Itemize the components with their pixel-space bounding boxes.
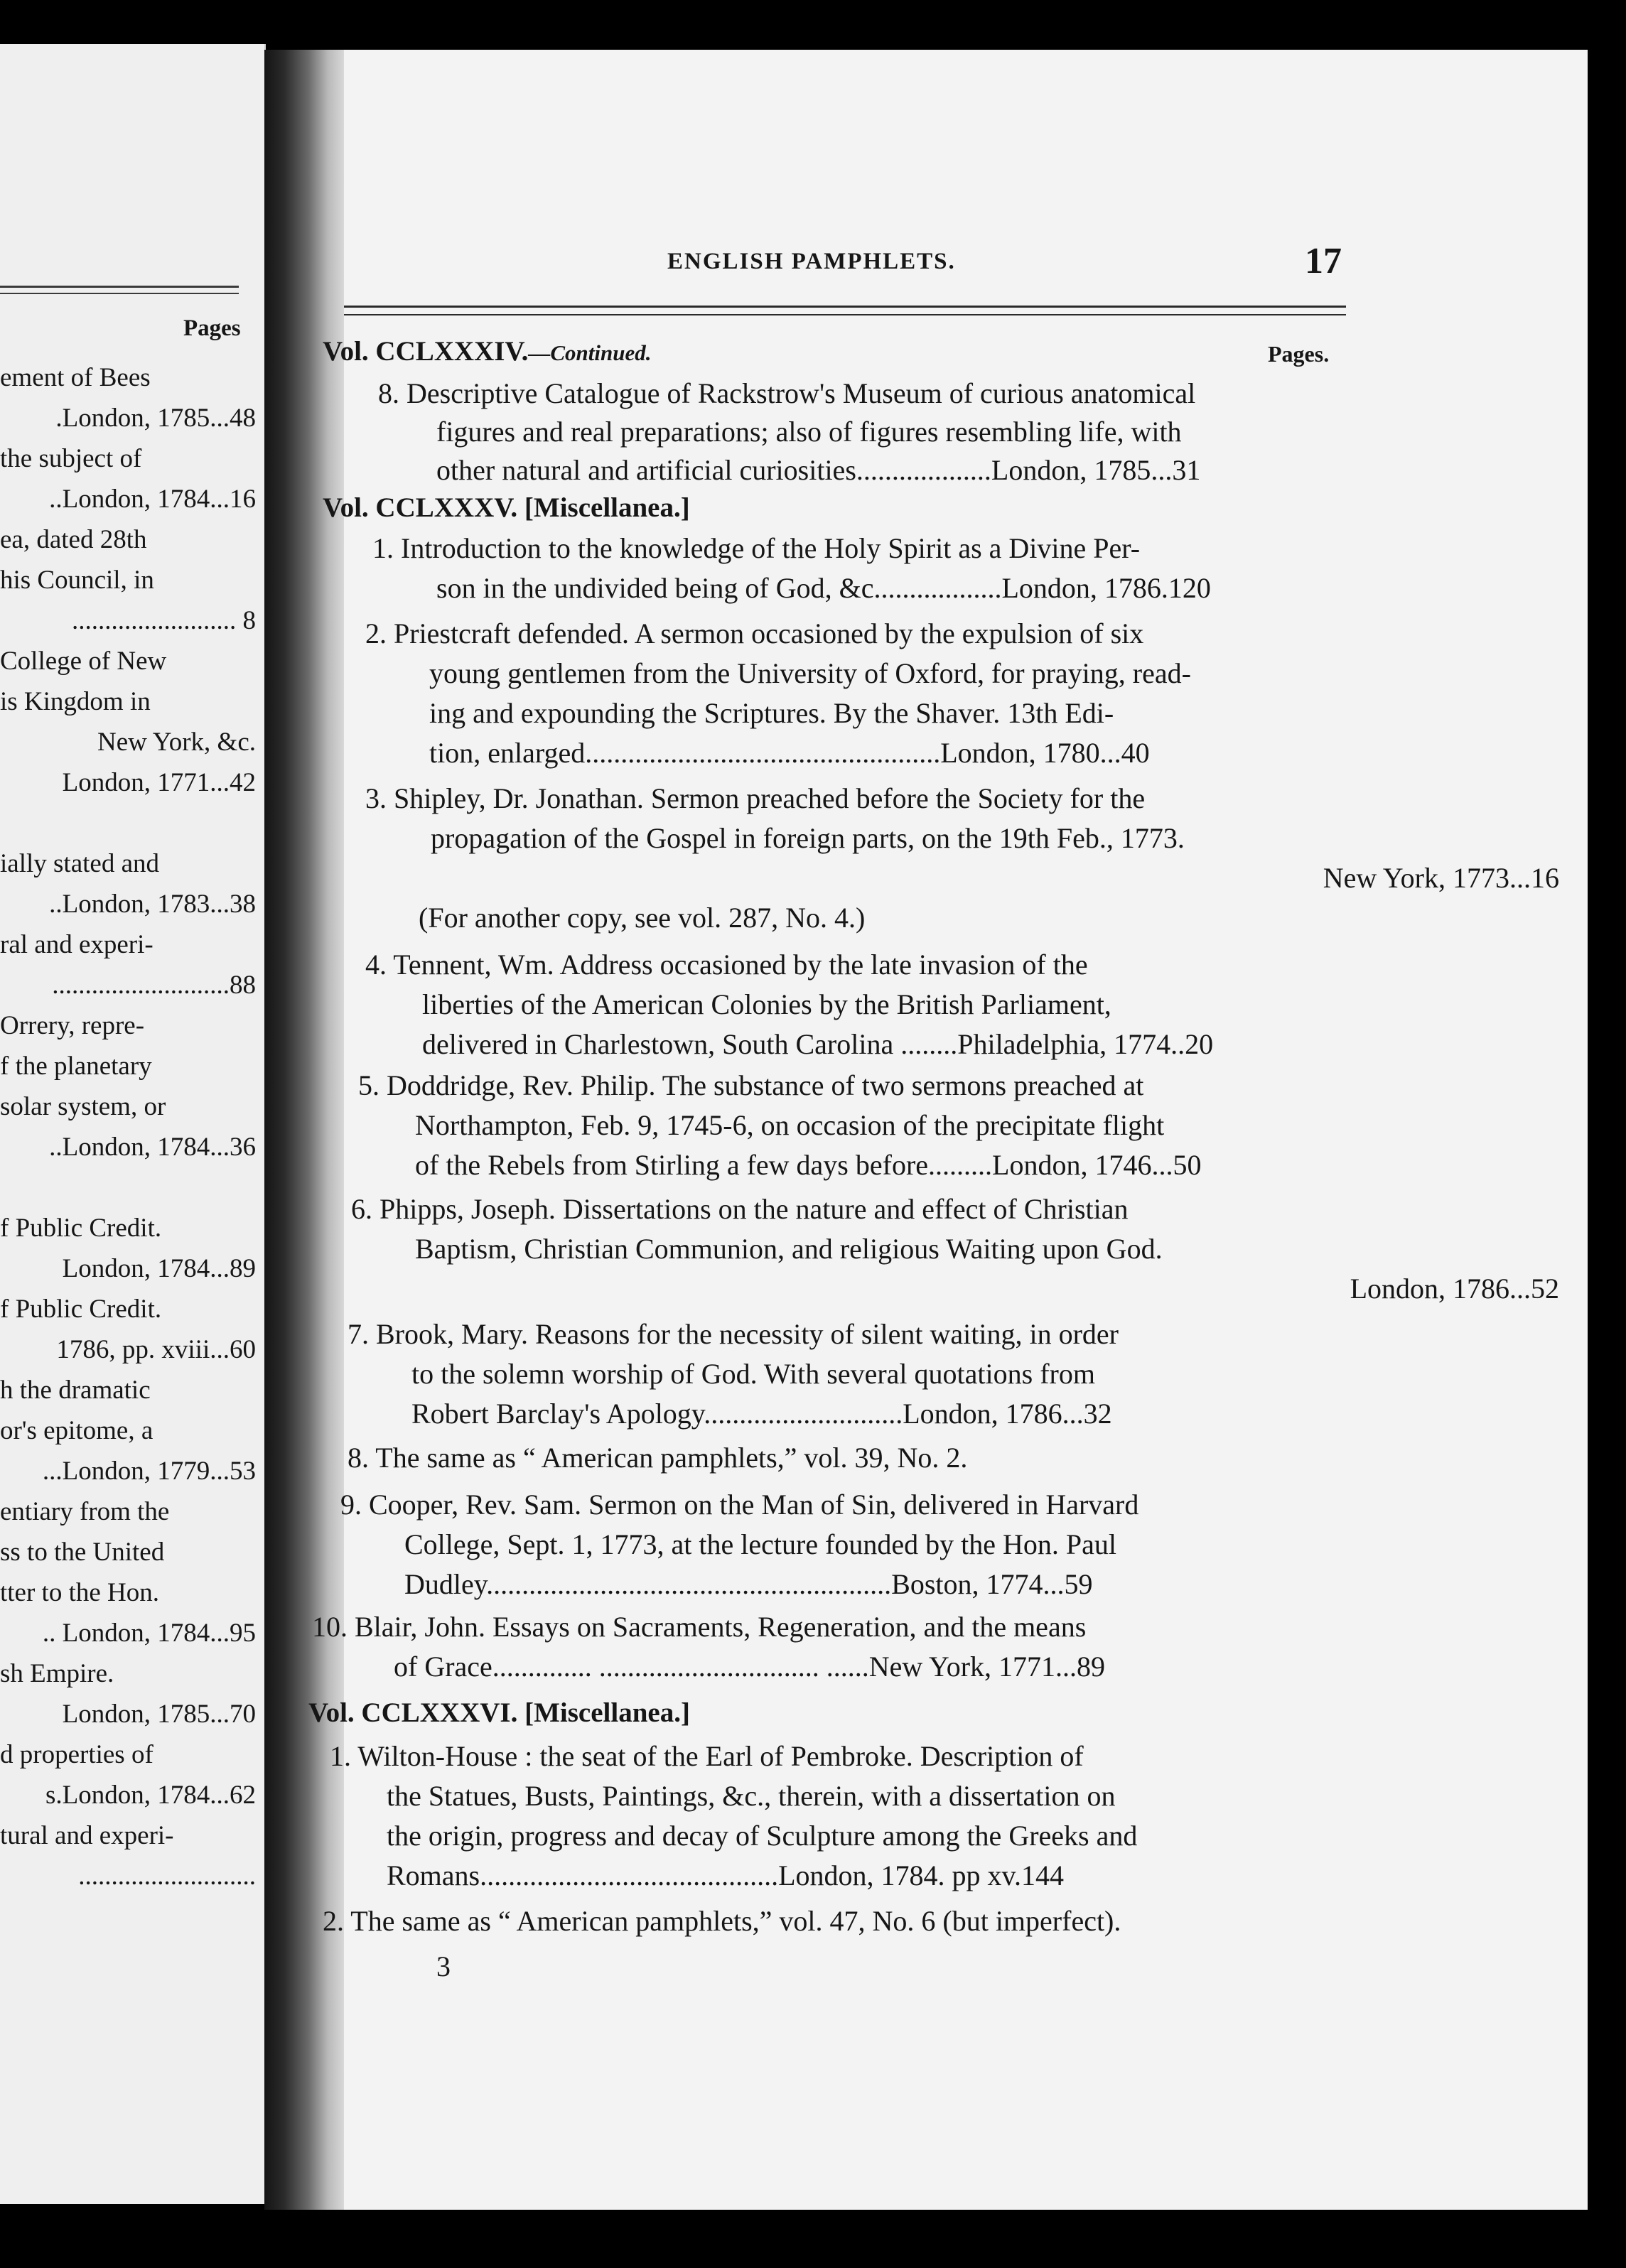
left-page-line: f Public Credit. — [0, 1214, 162, 1243]
running-head: ENGLISH PAMPHLETS. — [667, 249, 956, 274]
entry-285-7-line: to the solemn worship of God. With several quotations from — [411, 1358, 1095, 1390]
entry-284-8-line: other natural and artificial curiosities...................London, 1785...31 — [436, 454, 1201, 486]
entry-285-5-line: 5. Doddridge, Rev. Philip. The substance of two sermons preached at — [358, 1069, 1144, 1101]
entry-286-1-line: Romans..........................................London, 1784. pp xv.144 — [387, 1859, 1064, 1891]
entry-285-5-line: Northampton, Feb. 9, 1745-6, on occasion of the precipitate flight — [415, 1109, 1165, 1141]
entry-284-8-line: 8. Descriptive Catalogue of Rackstrow's Museum of curious anatomical — [378, 377, 1196, 409]
left-page-line: ..London, 1784...36 — [49, 1133, 256, 1162]
entry-285-10-line: 10. Blair, John. Essays on Sacraments, Regeneration, and the means — [312, 1611, 1087, 1643]
vol-284-title: Vol. CCLXXXIV. — [323, 336, 529, 367]
entry-285-9-line: 9. Cooper, Rev. Sam. Sermon on the Man of Sin, delivered in Harvard — [340, 1489, 1139, 1521]
left-page-line: London, 1771...42 — [62, 768, 256, 797]
page-number: 17 — [1305, 241, 1342, 281]
left-page-line: ........................... — [78, 1862, 256, 1891]
entry-285-2-line: 2. Priestcraft defended. A sermon occasioned by the expulsion of six — [365, 617, 1144, 649]
entry-285-7-line: Robert Barclay's Apology............................London, 1786...32 — [411, 1398, 1112, 1430]
left-page-line: College of New — [0, 647, 167, 676]
left-page-line: ement of Bees — [0, 363, 151, 392]
left-page-line: s.London, 1784...62 — [45, 1781, 256, 1810]
entry-285-8-line: 8. The same as “ American pamphlets,” vol. 39, No. 2. — [348, 1442, 968, 1474]
left-facing-page — [0, 44, 266, 2204]
entry-285-4-line: liberties of the American Colonies by the British Parliament, — [422, 988, 1111, 1020]
entry-284-8-line: figures and real preparations; also of figures resembling life, with — [436, 416, 1182, 448]
entry-285-2-line: young gentlemen from the University of Oxford, for praying, read- — [429, 657, 1191, 689]
pages-label: Pages. — [1268, 341, 1330, 367]
entry-285-4-line: delivered in Charlestown, South Carolina ........Philadelphia, 1774..20 — [422, 1028, 1214, 1060]
entry-285-3-line: propagation of the Gospel in foreign parts, on the 19th Feb., 1773. — [431, 822, 1185, 854]
left-page-line: ...London, 1779...53 — [42, 1457, 256, 1486]
left-page-line: f Public Credit. — [0, 1295, 162, 1324]
left-page-line: .. London, 1784...95 — [42, 1619, 256, 1648]
left-page-line: ...........................88 — [52, 971, 256, 1000]
left-page-line: the subject of — [0, 444, 142, 473]
entry-285-2-line: tion, enlarged..................................................London, 1780...40 — [429, 737, 1150, 769]
header-rule-bottom — [344, 314, 1346, 315]
vol-284-continued: —Continued. — [528, 340, 652, 365]
left-page-line: his Council, in — [0, 566, 154, 595]
left-page-line: Orrery, repre- — [0, 1011, 145, 1040]
entry-286-1-line: 1. Wilton-House : the seat of the Earl of Pembroke. Description of — [330, 1740, 1084, 1772]
left-pages-label: Pages — [183, 315, 241, 341]
entry-285-6-line: 6. Phipps, Joseph. Dissertations on the nature and effect of Christian — [351, 1193, 1129, 1225]
vol-284-heading — [323, 335, 651, 367]
vol-286-heading: Vol. CCLXXXVI. [Miscellanea.] — [308, 1697, 690, 1728]
entry-285-5-line: of the Rebels from Stirling a few days before.........London, 1746...50 — [415, 1149, 1202, 1181]
entry-285-10-line: of Grace.............. ............................... ......New York, 1771...89 — [394, 1651, 1106, 1683]
left-page-line: entiary from the — [0, 1497, 170, 1526]
entry-286-1-line: the origin, progress and decay of Sculpture among the Greeks and — [387, 1820, 1138, 1852]
left-page-line: d properties of — [0, 1740, 154, 1769]
left-page-line: ..London, 1783...38 — [49, 890, 256, 919]
left-page-line: ially stated and — [0, 849, 159, 878]
left-page-line: ..London, 1784...16 — [49, 485, 256, 514]
left-page-line: ea, dated 28th — [0, 525, 147, 554]
left-page-line: New York, &c. — [97, 728, 256, 757]
signature-mark: 3 — [436, 1950, 451, 1982]
left-page-rule-thin — [0, 293, 239, 294]
main-page — [308, 50, 1588, 2210]
left-page-line: is Kingdom in — [0, 687, 151, 716]
entry-285-9-line: College, Sept. 1, 1773, at the lecture founded by the Hon. Paul — [404, 1528, 1117, 1560]
left-page-line: 1786, pp. xviii...60 — [56, 1335, 256, 1364]
left-page-line: ral and experi- — [0, 930, 154, 959]
entry-285-4-line: 4. Tennent, Wm. Address occasioned by the late invasion of the — [365, 949, 1088, 981]
entry-286-1-line: the Statues, Busts, Paintings, &c., therein, with a dissertation on — [387, 1780, 1116, 1812]
left-page-line: ss to the United — [0, 1538, 165, 1567]
left-page-line: tural and experi- — [0, 1821, 174, 1850]
entry-286-2-line: 2. The same as “ American pamphlets,” vol. 47, No. 6 (but imperfect). — [323, 1905, 1121, 1937]
left-page-line: h the dramatic — [0, 1376, 151, 1405]
entry-285-1-line: 1. Introduction to the knowledge of the Holy Spirit as a Divine Per- — [372, 532, 1141, 564]
entry-285-6-line: Baptism, Christian Communion, and religious Waiting upon God. — [415, 1233, 1163, 1265]
left-page-line: sh Empire. — [0, 1659, 114, 1688]
book-gutter — [264, 50, 344, 2210]
entry-285-2-line: ing and expounding the Scriptures. By the Shaver. 13th Edi- — [429, 697, 1114, 729]
entry-285-3-line: 3. Shipley, Dr. Jonathan. Sermon preached before the Society for the — [365, 782, 1146, 814]
left-page-line: tter to the Hon. — [0, 1578, 160, 1607]
entry-285-7-line: 7. Brook, Mary. Reasons for the necessity of silent waiting, in order — [348, 1318, 1119, 1350]
left-page-line: ......................... 8 — [72, 606, 256, 635]
header-rule-top — [344, 306, 1346, 308]
entry-285-6-line: London, 1786...52 — [1350, 1273, 1559, 1305]
left-page-line: or's epitome, a — [0, 1416, 154, 1445]
entry-285-1-line: son in the undivided being of God, &c..................London, 1786.120 — [436, 572, 1211, 604]
left-page-rule — [0, 286, 239, 288]
left-page-line: London, 1784...89 — [62, 1254, 256, 1283]
left-page-line: solar system, or — [0, 1092, 166, 1121]
left-page-line: .London, 1785...48 — [55, 404, 256, 433]
vol-285-heading: Vol. CCLXXXV. [Miscellanea.] — [323, 492, 690, 523]
entry-285-3-line: (For another copy, see vol. 287, No. 4.) — [419, 902, 866, 934]
left-page-line: f the planetary — [0, 1052, 152, 1081]
entry-285-9-line: Dudley.........................................................Boston, 1774...59 — [404, 1568, 1093, 1600]
entry-285-3-line: New York, 1773...16 — [1323, 862, 1559, 894]
left-page-line: London, 1785...70 — [62, 1700, 256, 1729]
